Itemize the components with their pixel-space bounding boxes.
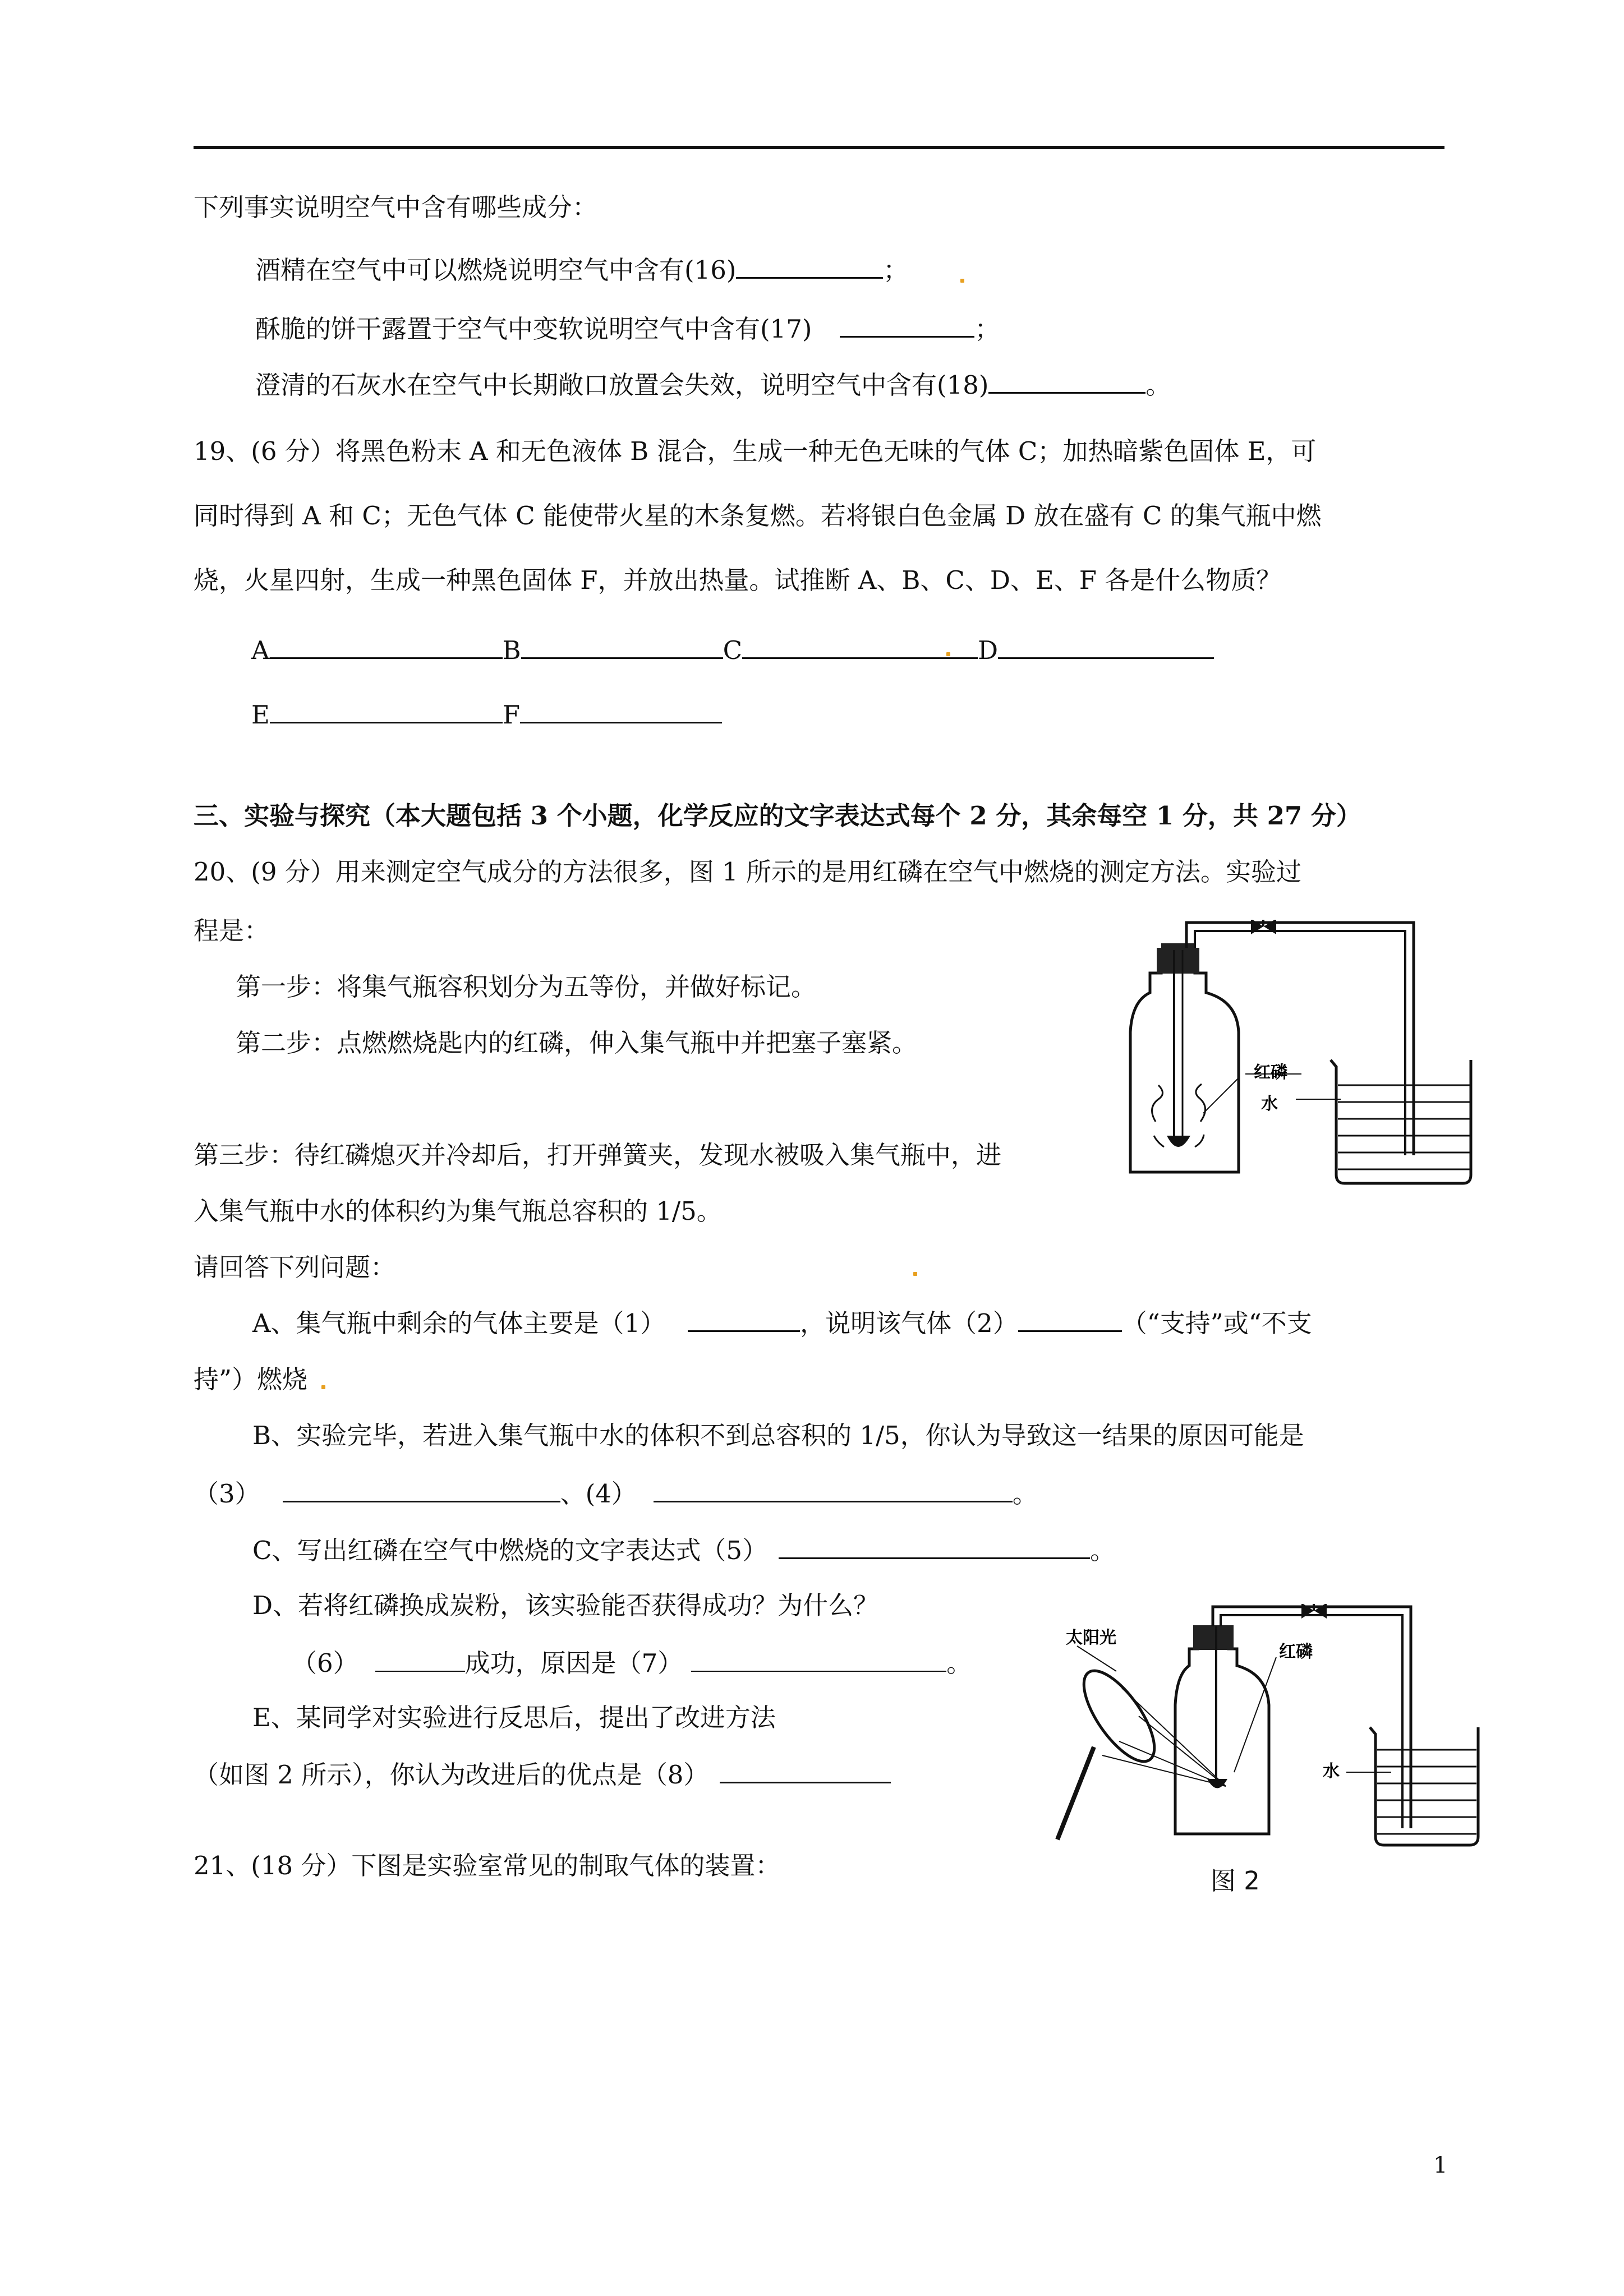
q-air-intro: 下列事实说明空气中含有哪些成分： bbox=[194, 192, 598, 222]
q19-answer-row1 bbox=[251, 633, 1214, 667]
header-rule bbox=[194, 146, 1444, 149]
figure-2-apparatus bbox=[1055, 1604, 1481, 1851]
fig2-label-water: 水 bbox=[1323, 1762, 1340, 1781]
q16-text: 酒精在空气中可以燃烧说明空气中含有(16) bbox=[255, 255, 737, 285]
q18-text: 澄清的石灰水在空气中长期敞口放置会失效，说明空气中含有(18) bbox=[255, 370, 989, 400]
q21-line1: 21、(18 分）下图是实验室常见的制取气体的装置： bbox=[194, 1851, 781, 1880]
blank-6[interactable] bbox=[375, 1646, 465, 1672]
blank-d[interactable] bbox=[998, 633, 1214, 659]
q20-step3a: 第三步：待红磷熄灭并冷却后，打开弹簧夹，发现水被吸入集气瓶中，进 bbox=[194, 1140, 1002, 1170]
figure-2-caption: 图 2 bbox=[1211, 1866, 1260, 1896]
q19-line2: 同时得到 A 和 C；无色气体 C 能使带火星的木条复燃。若将银白色金属 D 放在盛有 C 的集气瓶中燃 bbox=[194, 501, 1322, 531]
stray-mark bbox=[960, 279, 964, 283]
q17-text: 酥脆的饼干露置于空气中变软说明空气中含有(17) bbox=[255, 314, 812, 344]
label-b: B bbox=[502, 635, 521, 665]
blank-c[interactable] bbox=[742, 633, 978, 659]
q18-line: 澄清的石灰水在空气中长期敞口放置会失效，说明空气中含有(18) 。 bbox=[255, 367, 1171, 402]
q20-step3b: 入集气瓶中水的体积约为集气瓶总容积的 1/5。 bbox=[194, 1196, 722, 1226]
q20-line1: 20、(9 分）用来测定空气成分的方法很多，图 1 所示的是用红磷在空气中燃烧的测定方法。实验过 bbox=[194, 857, 1301, 887]
label-f: F bbox=[502, 700, 521, 730]
q20-e-line2: （如图 2 所示），你认为改进后的优点是（8） bbox=[194, 1757, 891, 1792]
section3-heading: 三、实验与探究（本大题包括 3 个小题，化学反应的文字表达式每个 2 分，其余每空 1 分，共 27 分） bbox=[194, 801, 1361, 831]
label-a: A bbox=[251, 635, 270, 665]
blank-b[interactable] bbox=[521, 633, 723, 659]
blank-1[interactable] bbox=[688, 1306, 800, 1332]
blank-4[interactable] bbox=[654, 1476, 1013, 1502]
q20-a-line2: 持”）燃烧 bbox=[194, 1364, 308, 1394]
fig2-label-phosphorus: 红磷 bbox=[1279, 1642, 1313, 1662]
q20-a-line: A、集气瓶中剩余的气体主要是（1） ，说明该气体（2） （“支持”或“不支 bbox=[252, 1306, 1312, 1340]
stray-mark bbox=[913, 1272, 917, 1276]
blank-8[interactable] bbox=[720, 1757, 891, 1783]
blank-17[interactable] bbox=[840, 311, 974, 338]
q20-d-line2: （6） 成功，原因是（7） 。 bbox=[292, 1646, 972, 1680]
label-c: C bbox=[723, 635, 743, 665]
fig2-label-sun: 太阳光 bbox=[1066, 1628, 1116, 1648]
q17-line: 酥脆的饼干露置于空气中变软说明空气中含有(17) ； bbox=[255, 311, 1000, 346]
q19-answer-row2 bbox=[251, 697, 722, 732]
figure-1-apparatus bbox=[1116, 920, 1475, 1189]
blank-f[interactable] bbox=[520, 697, 722, 723]
fig1-label-water: 水 bbox=[1261, 1094, 1278, 1114]
blank-3[interactable] bbox=[283, 1476, 560, 1502]
blank-18[interactable] bbox=[988, 367, 1145, 394]
q19-line1: 19、(6 分）将黑色粉末 A 和无色液体 B 混合，生成一种无色无味的气体 C；加热暗紫色固体 E，可 bbox=[194, 436, 1317, 466]
q19-line3: 烧，火星四射，生成一种黑色固体 F，并放出热量。试推断 A、B、C、D、E、F 各是什么物质？ bbox=[194, 565, 1282, 595]
blank-2[interactable] bbox=[1018, 1306, 1122, 1332]
blank-7[interactable] bbox=[691, 1646, 946, 1672]
q20-step2: 第二步：点燃燃烧匙内的红磷，伸入集气瓶中并把塞子塞紧。 bbox=[236, 1028, 918, 1058]
q20-d-line1: D、若将红磷换成炭粉，该实验能否获得成功？为什么？ bbox=[252, 1590, 879, 1620]
q16-line: 酒精在空气中可以燃烧说明空气中含有(16) ； bbox=[255, 252, 908, 287]
q20-b-line2: （3） 、(4） 。 bbox=[194, 1476, 1038, 1511]
label-d: D bbox=[978, 635, 999, 665]
q20-ask: 请回答下列问题： bbox=[194, 1252, 396, 1282]
q20-b-line1: B、实验完毕，若进入集气瓶中水的体积不到总容积的 1/5，你认为导致这一结果的原因可能是 bbox=[252, 1421, 1304, 1450]
blank-5[interactable] bbox=[779, 1533, 1090, 1559]
q20-c-line: C、写出红磷在空气中燃烧的文字表达式（5） 。 bbox=[252, 1533, 1115, 1567]
q20-e-line1: E、某同学对实验进行反思后，提出了改进方法 bbox=[252, 1703, 776, 1732]
blank-16[interactable] bbox=[736, 252, 883, 279]
blank-a[interactable] bbox=[270, 633, 503, 659]
q20-step1: 第一步：将集气瓶容积划分为五等份，并做好标记。 bbox=[236, 972, 817, 1002]
fig1-label-phosphorus: 红磷 bbox=[1254, 1063, 1287, 1082]
stray-mark bbox=[321, 1385, 325, 1389]
blank-e[interactable] bbox=[270, 697, 503, 723]
page-number: 1 bbox=[1433, 2152, 1448, 2178]
label-e: E bbox=[251, 700, 270, 730]
stray-mark bbox=[946, 652, 950, 656]
q20-line2: 程是： bbox=[194, 916, 270, 946]
